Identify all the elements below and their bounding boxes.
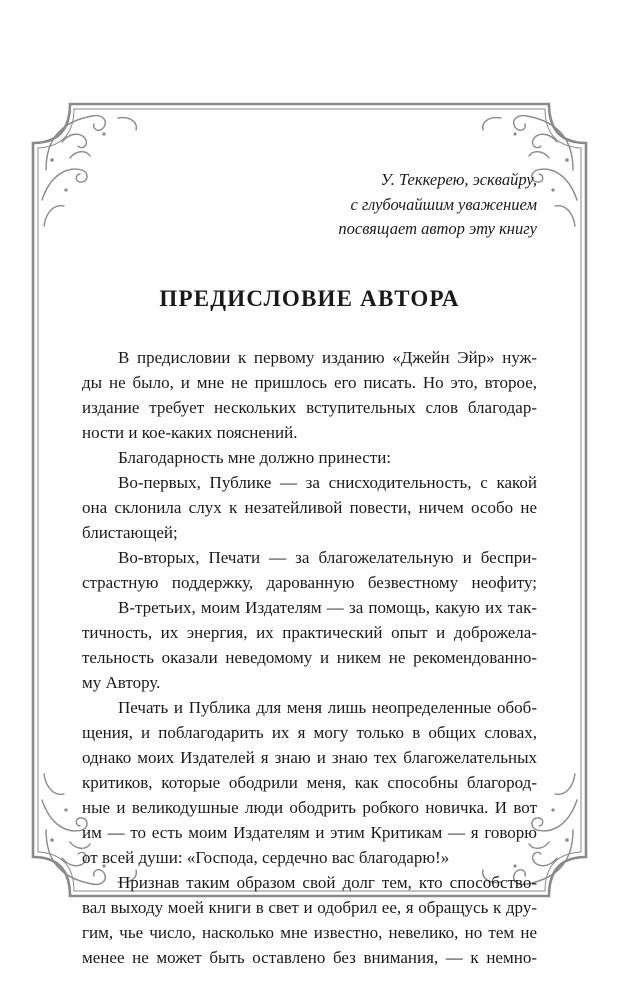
text-line: издание требует нескольких вступительных слов благодар- [82,398,537,417]
text-line: Во-вторых, Печати — за благожелательную и беспри- [118,548,537,567]
text-line: им — то есть моим Издателям и этим Критикам — я говорю [82,823,537,842]
text-line: вал выходу моей книги в свет и одобрил ее, я обращусь к дру- [82,898,537,917]
dedication-line: посвящает автор эту книгу [338,219,537,238]
text-line: критиков, которые ободрили меня, как способны благород- [82,773,537,792]
text-line: тельность оказали неведомому и никем не рекомендованно- [82,648,537,667]
text-line: Печать и Публика для меня лишь неопределенные обоб- [118,698,537,717]
text-line: ности и кое-каких пояснений. [82,423,298,442]
text-line: страстную поддержку, дарованную безвестному неофиту; [82,573,537,592]
text-line: В-третьих, моим Издателям — за помощь, какую их так- [118,598,537,617]
text-line: ные и великодушные люди ободрить робкого новичка. И вот [82,798,537,817]
text-line: щения, и поблагодарить их я могу только в общих словах, [82,723,537,742]
dedication [338,168,537,242]
text-line: блистающей; [82,523,178,542]
text-line: от всей души: «Господа, сердечно вас благодарю!» [82,848,450,867]
text-line: она склонила слух к незатейливой повести, ничем особо не [82,498,537,517]
preface-body [82,345,537,970]
text-line: однако моих Издателей я знаю и знаю тех благожелательных [82,748,537,767]
text-line: менее не может быть оставлено без внимания, — к немно- [82,948,537,967]
text-line: гим, чье число, насколько мне известно, невелико, но тем не [82,923,537,942]
dedication-line: с глубочайшим уважением [350,194,537,214]
text-line: Признав таким образом свой долг тем, кто способство- [118,873,537,892]
text-line: В предисловии к первому изданию «Джейн Эйр» нуж- [118,348,537,367]
text-line: тичность, их энергия, их практический опыт и доброжела- [82,623,537,642]
dedication-line: У. Теккерею, эсквайру, [380,170,537,189]
text-line: му Автору. [82,673,161,692]
text-line: Во-первых, Публике — за снисходительность, с какой [118,473,537,492]
text-line: ды не было, и мне не пришлось его писать. Но это, второе, [82,373,537,392]
text-line: Благодарность мне должно принести: [118,448,392,467]
chapter-title: ПРЕДИСЛОВИЕ АВТОРА [159,286,460,311]
